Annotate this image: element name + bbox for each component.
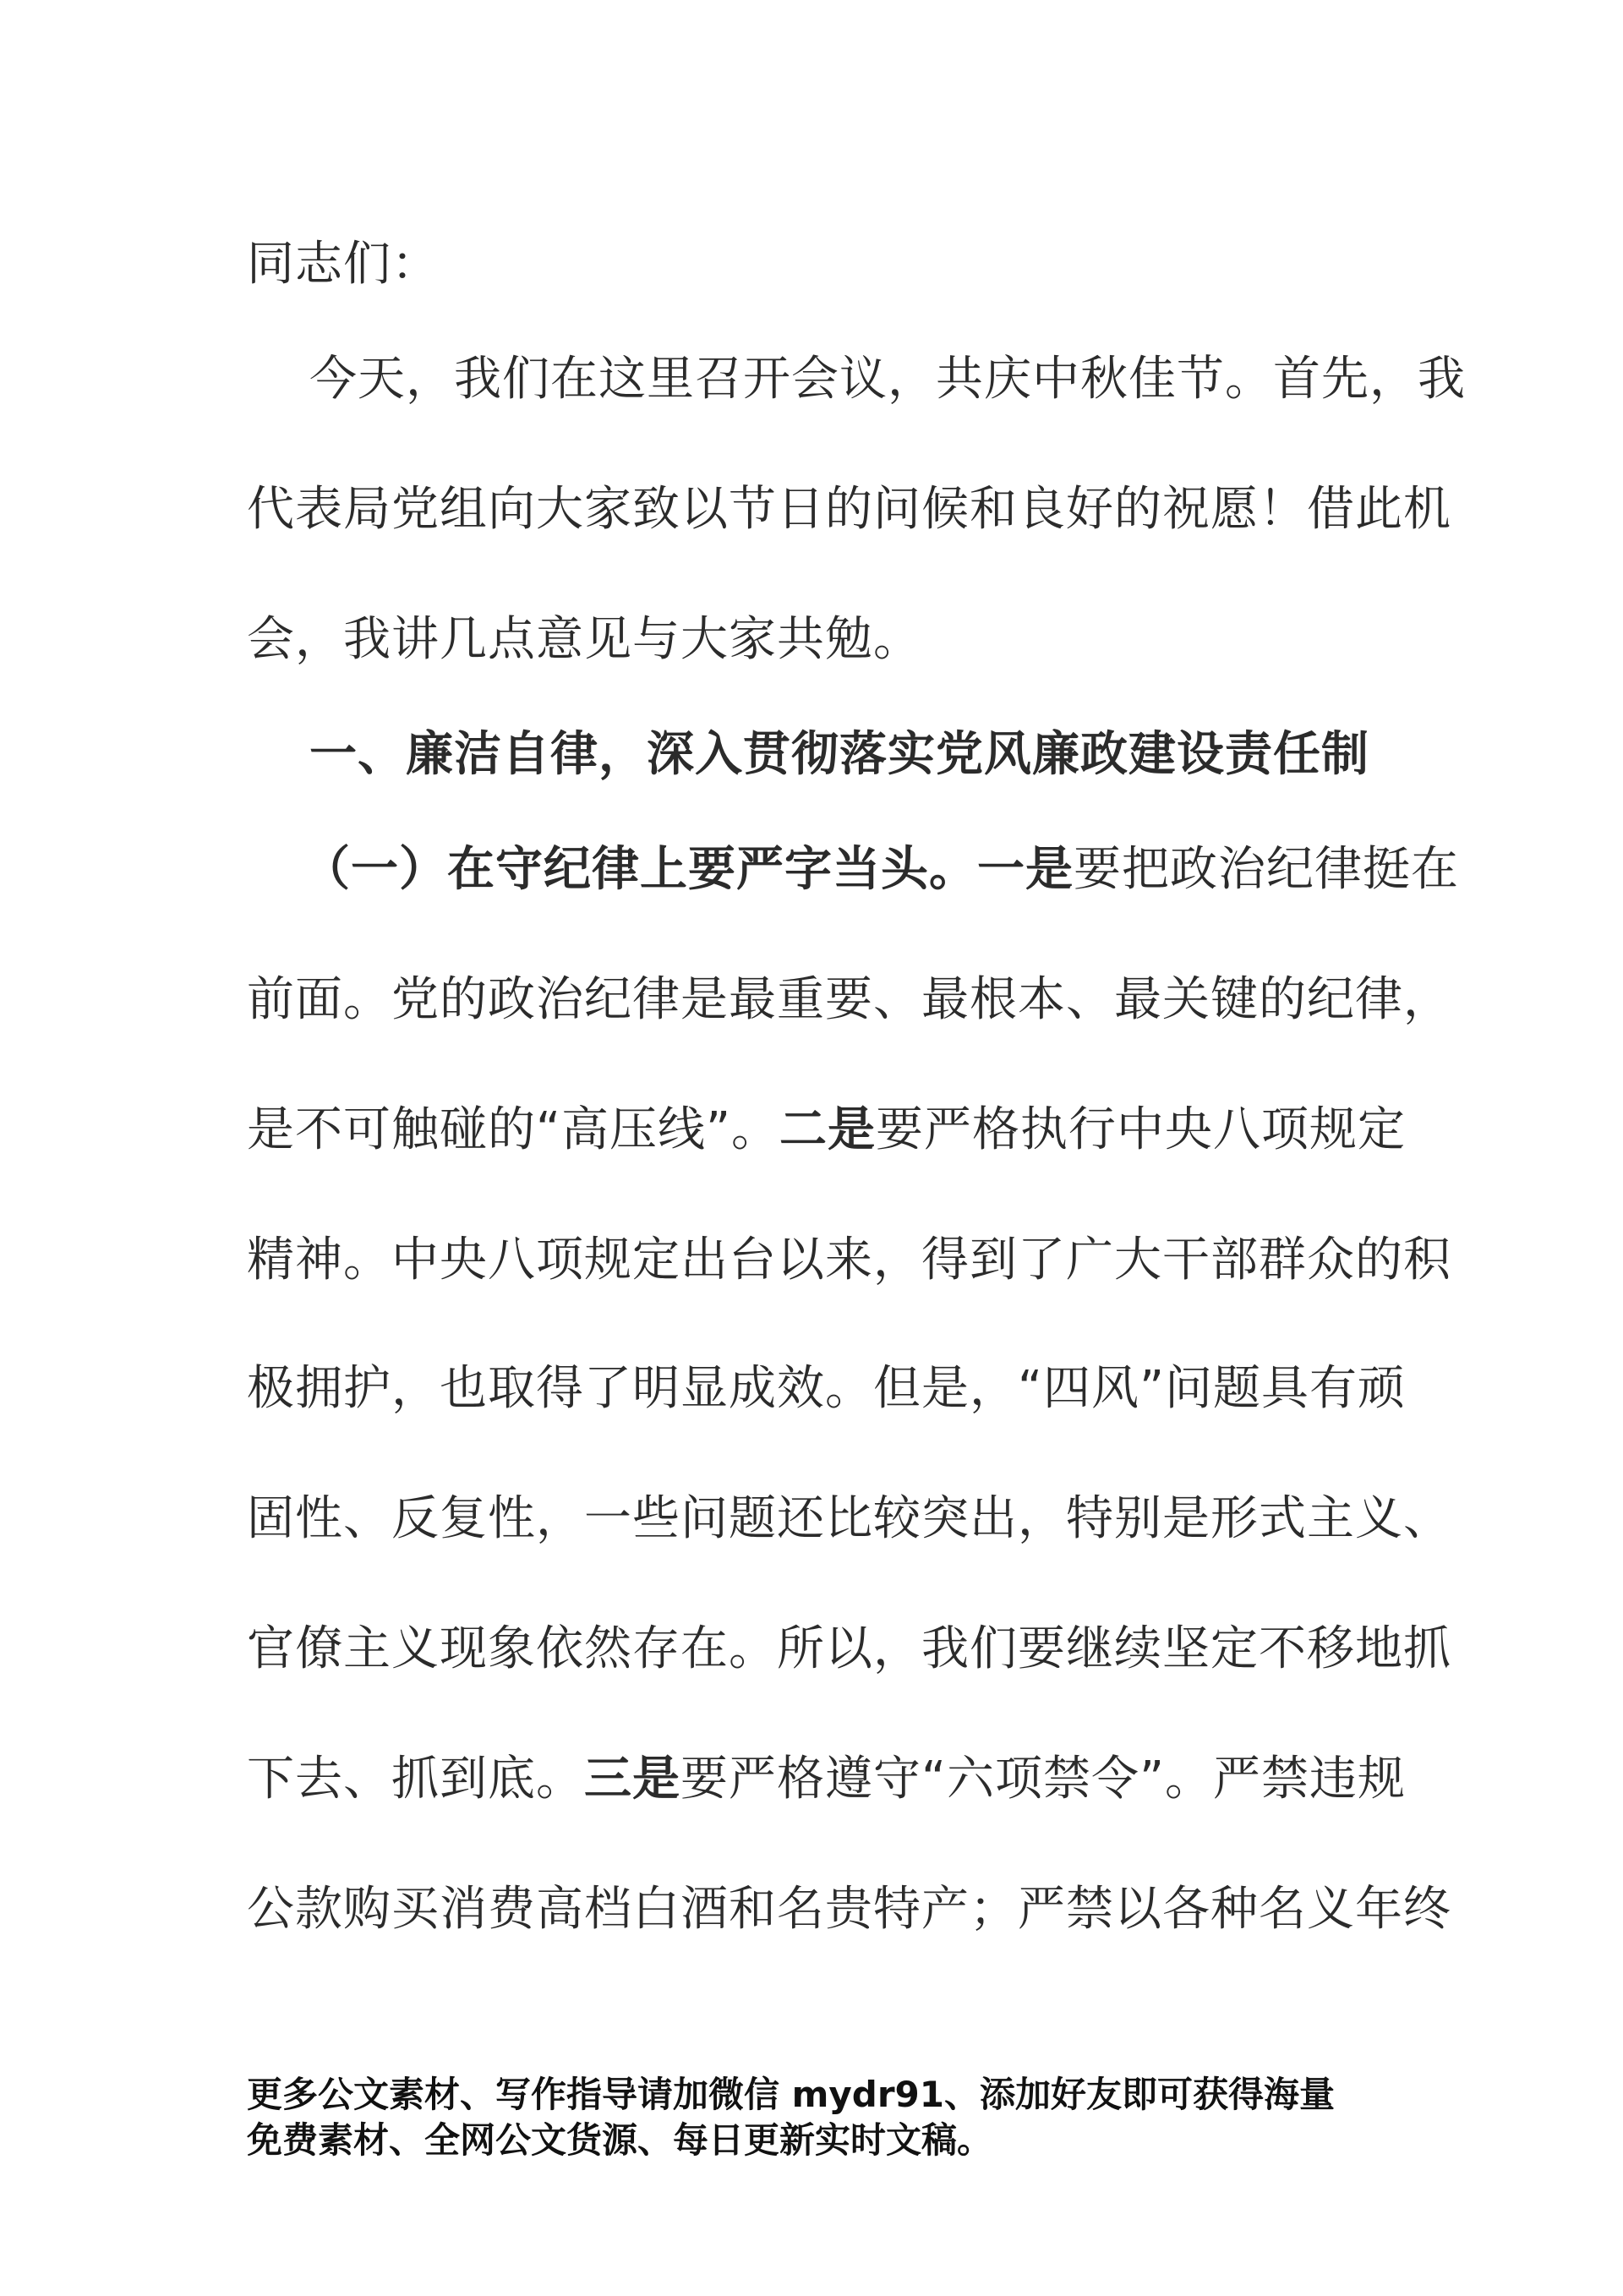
subsection-line-1 xyxy=(303,840,1459,899)
point-marker-1: 一是 xyxy=(977,842,1074,897)
body-line-2: 前面。党的政治纪律是最重要、最根本、最关键的纪律， xyxy=(247,972,1451,1027)
body-line-8 xyxy=(247,1750,1406,1809)
footer-promo-line-2: 免费素材、全网公文货源、每日更新实时文稿。 xyxy=(247,2119,993,2161)
intro-line-2: 代表局党组向大家致以节日的问候和良好的祝愿！借此机 xyxy=(247,482,1451,537)
section-heading: 一、廉洁自律，深入贯彻落实党风廉政建设责任制 xyxy=(309,727,1369,782)
body-line-4: 精神。中央八项规定出台以来，得到了广大干部群众的积 xyxy=(247,1233,1451,1287)
footer-promo-line-1: 更多公文素材、写作指导请加微信 mydr91、添加好友即可获得海量 xyxy=(247,2074,1335,2115)
body-line-6: 固性、反复性，一些问题还比较突出，特别是形式主义、 xyxy=(247,1491,1451,1546)
subsection-heading: （一）在守纪律上要严字当头。 xyxy=(303,842,977,897)
salutation: 同志们： xyxy=(247,237,440,292)
body-line-5: 极拥护，也取得了明显成效。但是，“四风”问题具有顽 xyxy=(247,1361,1407,1416)
body-line-9: 公款购买消费高档白酒和名贵特产；严禁以各种名义年终 xyxy=(247,1882,1451,1937)
body-line-3-before: 是不可触碰的“高压线”。 xyxy=(247,1102,780,1157)
body-line-3-after: 要严格执行中央八项规定 xyxy=(876,1102,1407,1157)
intro-line-1: 今天，我们在这里召开会议，共庆中秋佳节。首先，我 xyxy=(309,352,1466,407)
body-line-8-before: 下去、抓到底。 xyxy=(247,1752,584,1807)
point-text-1: 要把政治纪律挺在 xyxy=(1074,842,1459,897)
body-line-7: 官僚主义现象依然存在。所以，我们要继续坚定不移地抓 xyxy=(247,1621,1451,1676)
body-line-8-after: 要严格遵守“六项禁令”。严禁违规 xyxy=(680,1752,1407,1807)
body-line-3 xyxy=(247,1101,1406,1160)
intro-line-3: 会，我讲几点意见与大家共勉。 xyxy=(247,612,921,667)
point-marker-2: 二是 xyxy=(779,1102,877,1157)
point-marker-3: 三是 xyxy=(584,1752,680,1807)
